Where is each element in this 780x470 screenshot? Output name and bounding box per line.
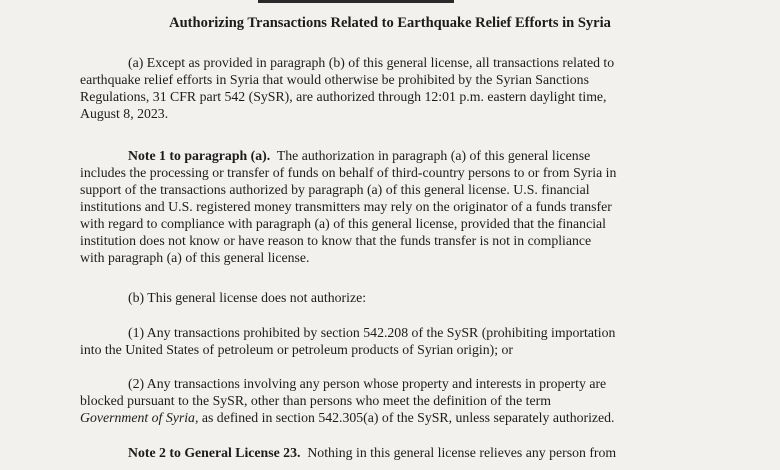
note-1-line-3: support of the transactions authorized by paragraph (a) of this general license. U.S. financial [80, 182, 590, 197]
note-2-heading: Note 2 to General License 23. [128, 445, 301, 460]
item-2-line-1: (2) Any transactions involving any person whose property and interests in property are [128, 376, 607, 391]
para-a-line-4: August 8, 2023. [80, 106, 169, 121]
item-2-line-3-text: as defined in section 542.305(a) of the SySR, unless separately authorized. [198, 410, 615, 425]
para-a-line-3: Regulations, 31 CFR part 542 (SySR), are authorized through 12:01 p.m. eastern daylight time, [80, 89, 607, 104]
note-1-line-7: with paragraph (a) of this general license. [80, 250, 310, 265]
para-a-line-1: (a) Except as provided in paragraph (b) of this general license, all transactions related to [128, 55, 615, 70]
para-b: (b) This general license does not authorize: [128, 290, 367, 305]
item-1-line-1: (1) Any transactions prohibited by section 542.208 of the SySR (prohibiting importation [128, 325, 616, 340]
item-2-line-3 [80, 410, 615, 426]
note-2-line [128, 445, 616, 461]
note-1-first-line [128, 148, 590, 164]
note-1-line-2: includes the processing or transfer of funds on behalf of third-country persons to or from Syria in [80, 165, 617, 180]
note-2-text: Nothing in this general license relieves any person from [307, 445, 617, 460]
note-1-line-5: with regard to compliance with paragraph (a) of this general license, provided that the financial [80, 216, 606, 231]
note-1-heading: Note 1 to paragraph (a). [128, 148, 271, 163]
document-title: Authorizing Transactions Related to Earthquake Relief Efforts in Syria [169, 15, 611, 31]
government-of-syria-term: Government of Syria, [80, 410, 199, 425]
note-1-line-6: institution does not know or have reason to know that the funds transfer is not in compliance [80, 233, 592, 248]
top-rule [258, 0, 454, 3]
note-1-line-4: institutions and U.S. registered money transmitters may rely on the originator of a funds transfer [80, 199, 612, 214]
para-a-line-2: earthquake relief efforts in Syria that would otherwise be prohibited by the Syrian Sanctions [80, 72, 589, 87]
note-1-first-line-text: The authorization in paragraph (a) of this general license [276, 148, 591, 163]
item-1-line-2: into the United States of petroleum or petroleum products of Syrian origin); or [80, 342, 513, 357]
item-2-line-2: blocked pursuant to the SySR, other than persons who meet the definition of the term [80, 393, 551, 408]
